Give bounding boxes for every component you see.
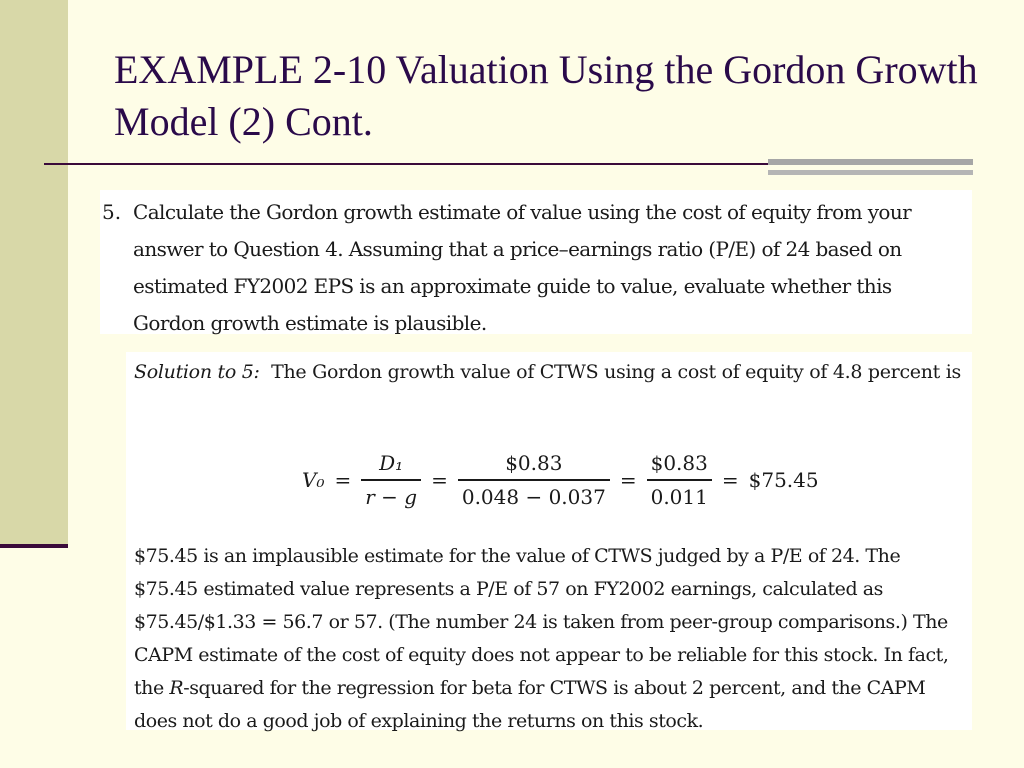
- fraction-2-numerator: $0.83: [505, 451, 563, 475]
- fraction-3-numerator: $0.83: [650, 451, 708, 475]
- equation-fraction-3: [647, 447, 712, 513]
- equation-equals-2: =: [431, 468, 448, 492]
- equation-equals-1: =: [334, 468, 352, 492]
- decorative-gray-bar-bottom: [768, 170, 973, 175]
- equation-fraction-2: [458, 447, 610, 513]
- fraction-1-numerator: D₁: [379, 451, 404, 475]
- solution-intro-text: The Gordon growth value of CTWS using a cost of equity of 4.8 percent is: [271, 361, 961, 383]
- question-number: 5.: [102, 200, 122, 224]
- fraction-2-denominator: 0.048 − 0.037: [461, 485, 606, 509]
- solution-body: [134, 540, 964, 738]
- slide-title: EXAMPLE 2-10 Valuation Using the Gordon Growth Model (2) Cont.: [114, 47, 978, 144]
- solution-body-part-1: $75.45 is an implausible estimate for the value of CTWS judged by a P/E of 24. The $75.45 estimated value represents a P/E of 57 on FY2002 earnings, calculated as $75.45/$1.33 = 56.7 or 57. (The number 24 is taken from peer-group comparisons.) The CAPM estimate of the cost of equity does not appear to be reliable for this stock. In fact, the: [134, 545, 949, 699]
- equation-result: $75.45: [748, 468, 819, 492]
- decorative-gray-bar-top: [768, 159, 973, 165]
- question-text: Calculate the Gordon growth estimate of value using the cost of equity from your answer to Question 4. Assuming that a price–earnings ratio (P/E) of 24 based on estimated FY2002 EPS is an approximate guide to value, evaluate whether this Gordon growth estimate is plausible.: [133, 200, 912, 335]
- left-accent-tick: [0, 544, 68, 548]
- solution-panel: [126, 352, 972, 730]
- question-panel: [100, 190, 972, 334]
- solution-intro: [134, 356, 962, 388]
- equation-equals-3: =: [619, 468, 637, 492]
- gordon-equation: [302, 444, 819, 516]
- title-divider: [44, 163, 770, 165]
- fraction-3-denominator: 0.011: [650, 485, 708, 509]
- equation-fraction-1: [361, 447, 421, 513]
- solution-lead: Solution to 5:: [134, 361, 260, 383]
- equation-equals-4: =: [721, 468, 739, 492]
- solution-body-part-2: -squared for the regression for beta for CTWS is about 2 percent, and the CAPM does not do a good job of explaining the returns on this stock.: [134, 677, 926, 732]
- fraction-1-denominator: r − g: [365, 485, 418, 509]
- solution-body-r: R: [169, 677, 184, 699]
- equation-lhs: V₀: [302, 468, 325, 492]
- left-accent-band: [0, 0, 68, 548]
